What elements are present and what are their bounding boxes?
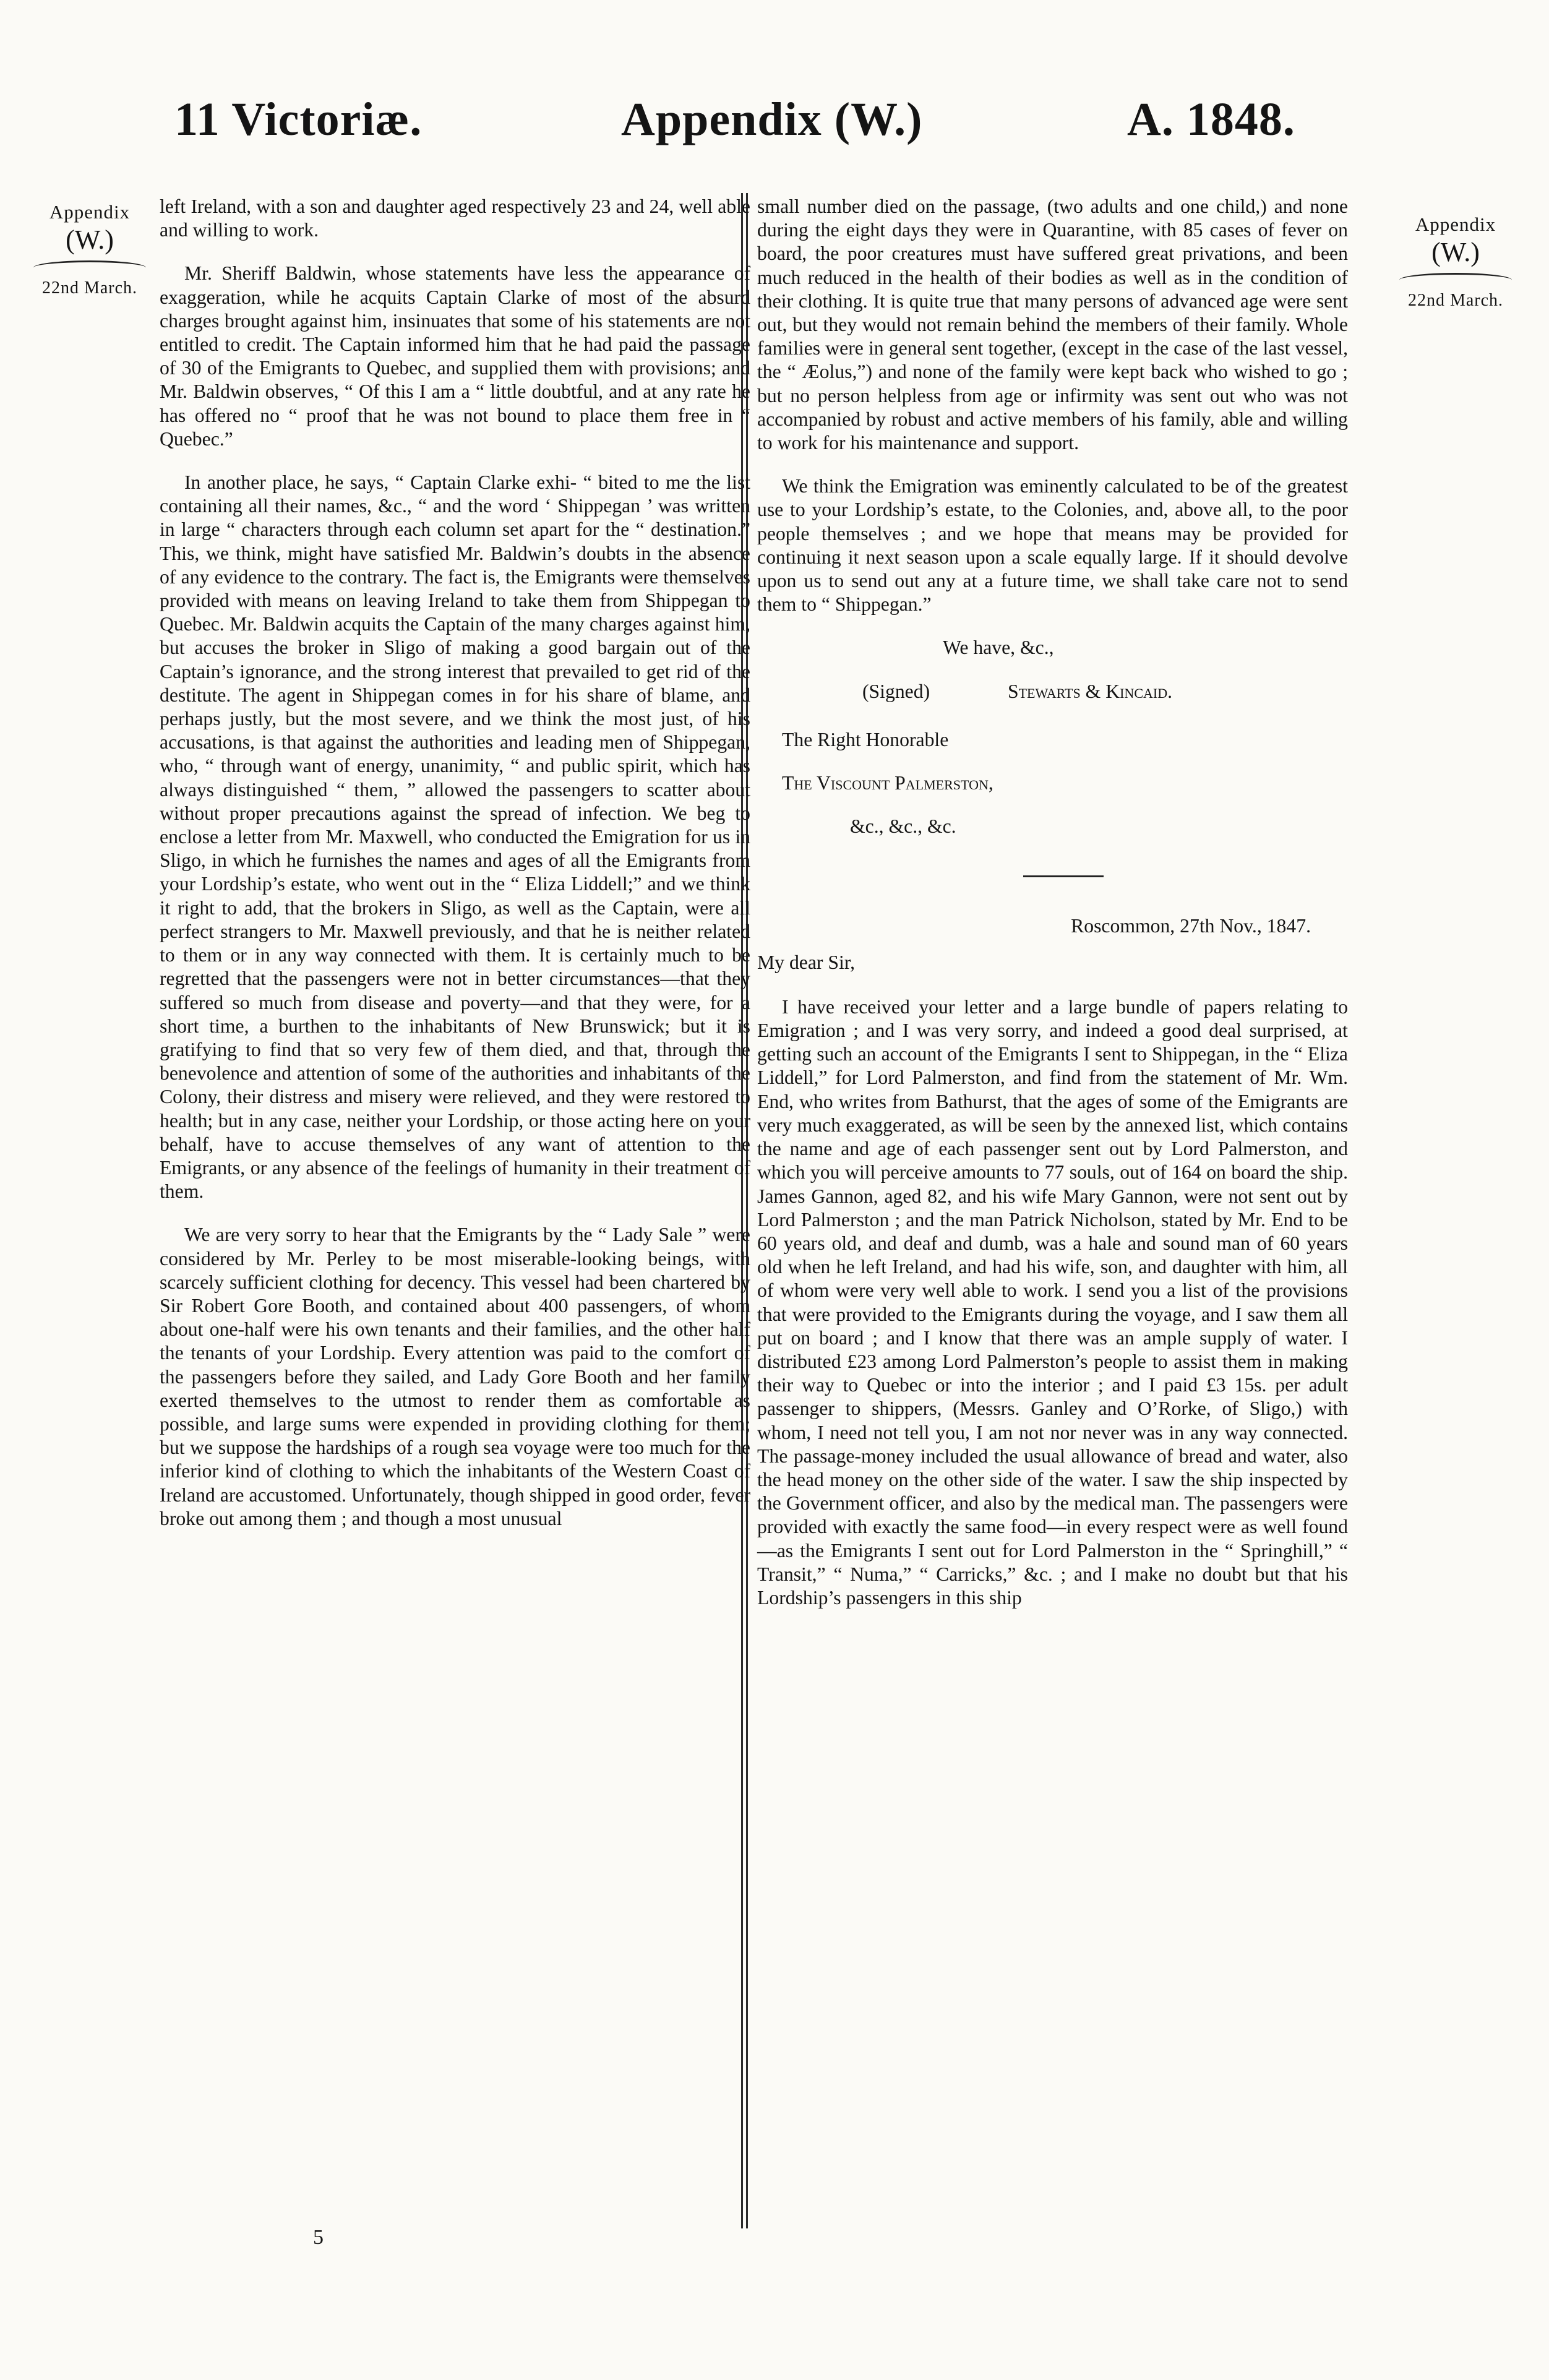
section-divider bbox=[1023, 875, 1104, 877]
right-column bbox=[757, 195, 1348, 1630]
margin-brace bbox=[1399, 273, 1512, 287]
margin-brace bbox=[33, 260, 146, 275]
margin-date: 22nd March. bbox=[1407, 291, 1504, 311]
addressee-line: The Right Honorable bbox=[782, 728, 949, 750]
closing: We have, &c., bbox=[943, 637, 1054, 659]
paragraph: We are very sorry to hear that the Emigrants by the “ Lady Sale ” were considered by Mr. Perley to be most miserable-looking beings, with scarcely sufficient clothing for decency. This vessel had been chartered by Sir Robert Gore Booth, and contained about 400 passengers, of whom about one-half were his own tenants and their families, and the other half the tenants of your Lordship. Every attention was paid to the comfort of the passengers before they sailed, and Lady Gore Booth and her family exerted themselves to the utmost to render them as comfortable as possible, and large sums were expended in providing clothing for them; but we suppose the hardships of a rough sea voyage were too much for the inferior kind of clothing to which the inhabitants of the Western Coast of Ireland are accustomed. Unfortunately, though shipped in good order, fever broke out among them ; and though a most unusual bbox=[160, 1224, 750, 1529]
page-number: 5 bbox=[313, 2226, 324, 2249]
paragraph: left Ireland, with a son and daughter aged respectively 23 and 24, well able and willing to work. bbox=[160, 195, 750, 241]
paragraph: I have received your letter and a large bundle of papers relating to Emigration ; and I was very sorry, and indeed a good deal surprised, at getting such an account of the Emigrants I sent to Shippegan, in the “ Eliza Liddell,” for Lord Palmerston, and find from the statement of Mr. Wm. End, who writes from Bathurst, that the ages of some of the Emigrants are very much exaggerated, as will be seen by the annexed list, which contains the name and age of each passenger sent out by Lord Palmerston, and which you will perceive amounts to 77 souls, out of 164 on board the ship. James Gannon, aged 82, and his wife Mary Gannon, were not sent out by Lord Palmerston ; and the man Patrick Nicholson, stated by Mr. End to be 60 years old, and deaf and dumb, was a hale and sound man of 60 years old when he left Ireland, and had his wife, son, and daughter with him, all of whom were very well able to work. I send you a list of the provisions that were provided to the Emigrants during the voyage, and I saw them all put on board ; and I know that there was an ample supply of water. I distributed £23 among Lord Palmerston’s people to assist them in making their way to Quebec or into the interior ; and I paid £3 15s. per adult passenger to shippers, (Messrs. Ganley and O’Rorke, of Sligo,) with whom, I need not tell you, I am not nor never was in any way connected. The passage-money included the usual allowance of bread and water, also the head money on the other side of the water. I saw the ship inspected by the Government officer, and also by the medical man. The passengers were provided with exactly the same food—in every respect were as well found—as the Emigrants I sent out for Lord Palmerston in the “ Springhill,” “ Transit,” “ Numa,” “ Carricks,” &c. ; and I make no doubt but that his Lordship’s passengers in this ship bbox=[757, 995, 1348, 1609]
appendix-title: Appendix (W.) bbox=[621, 93, 923, 145]
paragraph: In another place, he says, “ Captain Clarke exhi- “ bited to me the list containing all their names, &c., “ and the word ‘ Shippegan ’ was written in large “ characters through each column set apart for the “ destination.” This, we think, might have satisfied Mr. Baldwin’s doubts in the absence of any evidence to the contrary. The fact is, the Emigrants were themselves provided with means on leaving Ireland to take them from Shippegan to Quebec. Mr. Baldwin acquits the Captain of the many charges against him, but accuses the broker in Sligo of making a good bargain out of the Captain’s ignorance, and the strong interest that prevailed to get rid of the destitute. The agent in Shippegan comes in for his share of blame, and perhaps justly, but the most severe, and we think the most just, of his accusations, is that against the authorities and leading men of Shippegan, who, “ through want of energy, unanimity, “ and public spirit, which has always distinguished “ them, ” allowed the passengers to scatter about without proper precautions against the spread of infection. We beg to enclose a letter from Mr. Maxwell, who conducted the Emigration for us in Sligo, in which he furnishes the names and ages of all the Emigrants from your Lordship’s estate, who went out in the “ Eliza Liddell;” and we think it right to add, that the brokers in Sligo, as well as the Captain, were all perfect strangers to Mr. Maxwell previously, and that he is neither related to them or in any way connected with them. It is certainly much to be regretted that the passengers were not in better circumstances—that they suffered so much from disease and poverty—and that they were, for a short time, a burthen to the inhabitants of New Brunswick; but it is gratifying to find that so very few of them died, and that, through the benevolence and attention of some of the authorities and inhabitants of the Colony, their distress and misery were relieved, and they were restored to health; but in any case, neither your Lordship, or those acting here on your behalf, have to accuse themselves of any want of attention to the Emigrants, or any absence of the feelings of humanity in their treatment of them. bbox=[160, 471, 750, 1203]
addressee-line: &c., &c., &c. bbox=[850, 815, 956, 838]
margin-date: 22nd March. bbox=[41, 278, 138, 298]
margin-appendix-label: Appendix bbox=[49, 201, 131, 223]
paragraph: Mr. Sheriff Baldwin, whose statements have less the appearance of exaggeration, while he acquits Captain Clarke of most of the absurd charges brought against him, insinuates that some of his statements are not entitled to credit. The Captain informed him that he had paid the passage of 30 of the Emigrants to Quebec, and supplied them with provisions; and Mr. Baldwin observes, “ Of this I am a “ little doubtful, and at any rate he has offered no “ proof that he was not bound to place them free in “ Quebec.” bbox=[160, 262, 750, 450]
session-year: A. 1848. bbox=[1127, 93, 1295, 145]
salutation: My dear Sir, bbox=[757, 951, 856, 973]
paragraph: small number died on the passage, (two adults and one child,) and none during the eight days they were in Quarantine, with 85 cases of fever on board, the poor creatures must have suffered great privations, and been much reduced in the health of their bodies as well as in the condition of their clothing. It is quite true that many persons of advanced age were sent out, but they would not remain behind the members of their family. Whole families were in general sent together, (except in the case of the last vessel, the “ Æolus,”) and none of the family were kept back who wished to go ; but no person helpless from age or infirmity was sent out who was not accompanied by robust and active members of his family, able and willing to work for his maintenance and support. bbox=[757, 195, 1348, 454]
regnal-year: 11 Victoriæ. bbox=[174, 93, 423, 145]
left-column bbox=[160, 195, 750, 1550]
left-margin-note bbox=[19, 201, 161, 298]
signatories: Stewarts & Kincaid. bbox=[1007, 680, 1173, 702]
margin-appendix-letter: (W.) bbox=[66, 224, 114, 255]
addressee-line: The Viscount Palmerston, bbox=[782, 772, 993, 794]
right-margin-note bbox=[1384, 213, 1527, 311]
margin-appendix-label: Appendix bbox=[1415, 213, 1496, 235]
signature-line bbox=[757, 680, 1348, 703]
paragraph: We think the Emigration was eminently calculated to be of the greatest use to your Lordship’s estate, to the Colonies, and, above all, to the poor people themselves ; and we hope that means may be provided for continuing it next season upon a scale equally large. If it should devolve upon us to send out any at a future time, we shall take care not to send them to “ Shippegan.” bbox=[757, 475, 1348, 616]
letter-date: Roscommon, 27th Nov., 1847. bbox=[1071, 915, 1311, 937]
margin-appendix-letter: (W.) bbox=[1431, 236, 1480, 267]
running-header bbox=[0, 93, 1549, 167]
signed-label: (Signed) bbox=[862, 680, 930, 702]
